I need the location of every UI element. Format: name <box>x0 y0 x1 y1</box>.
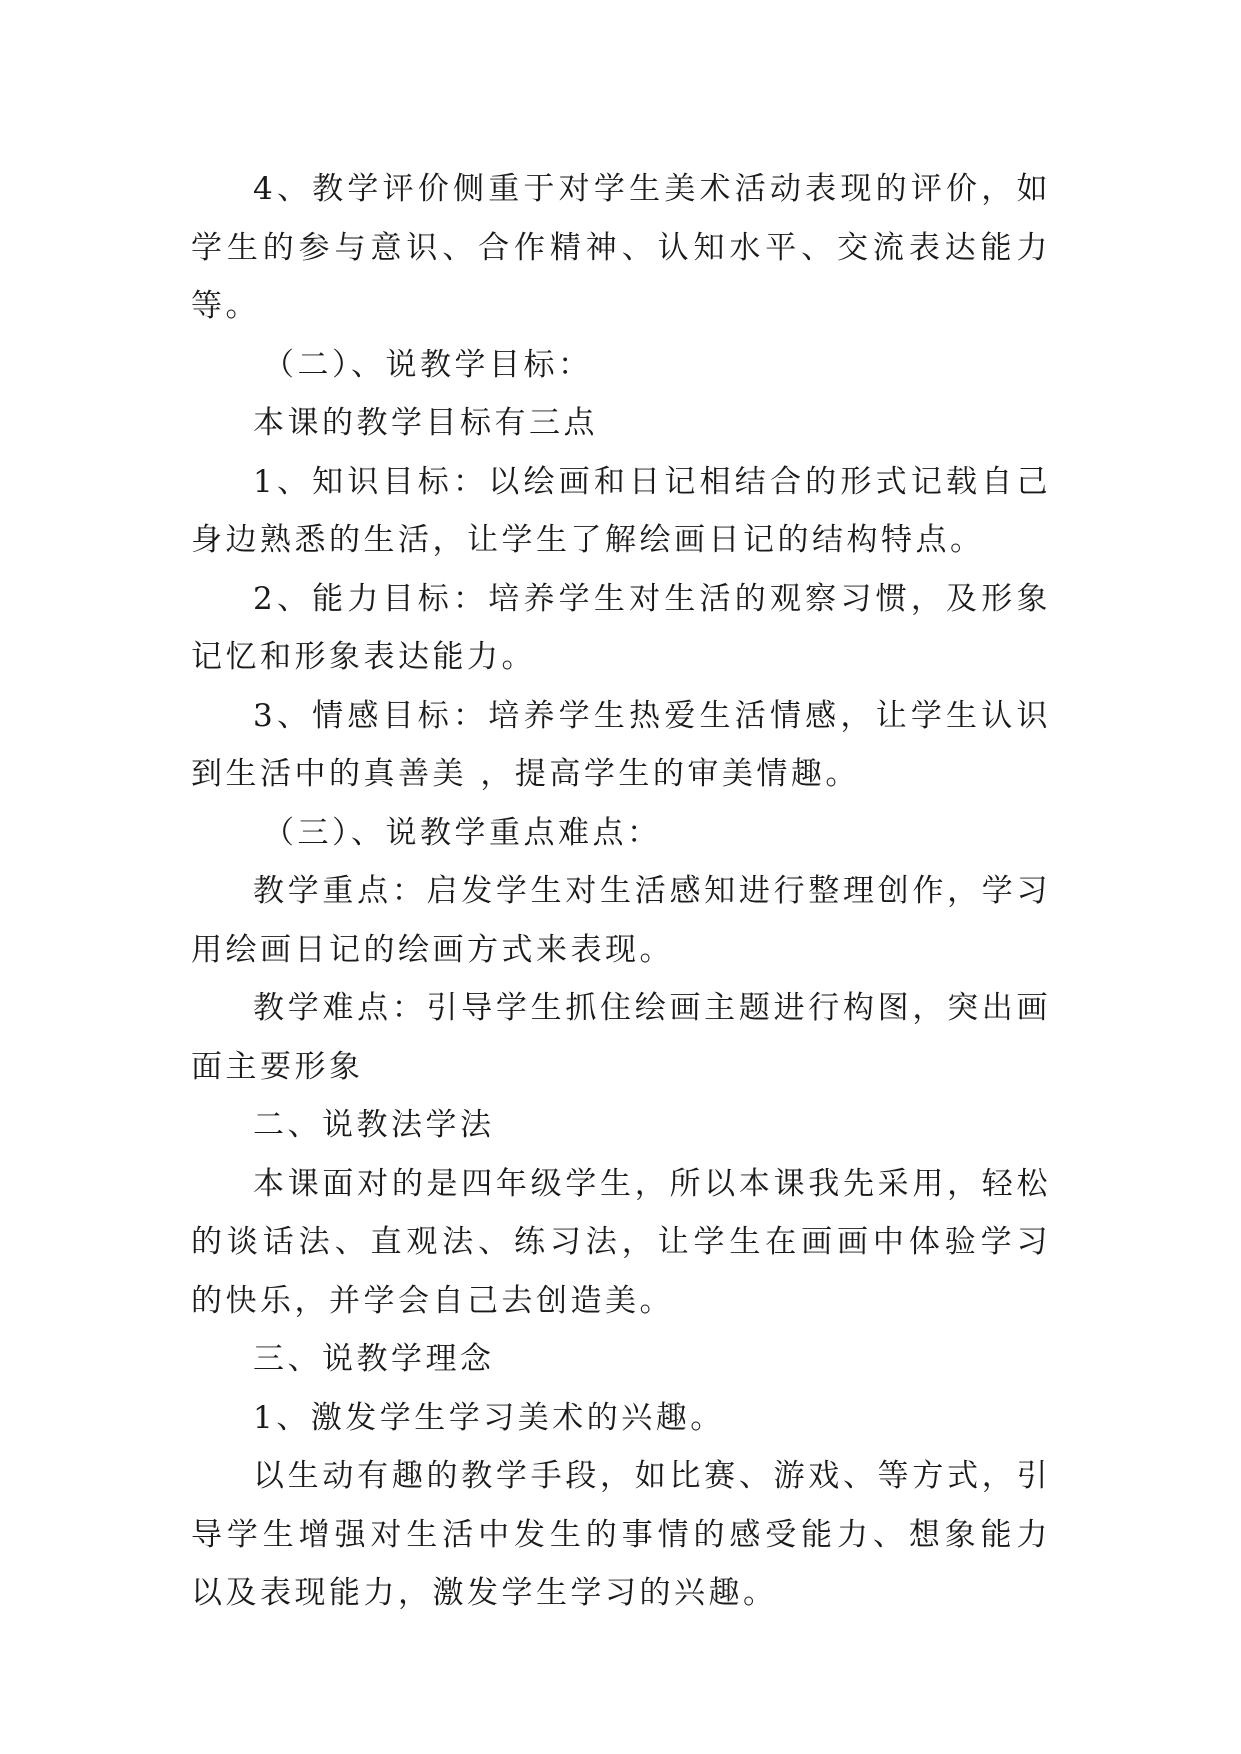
paragraph-methods: 本课面对的是四年级学生，所以本课我先采用，轻松的谈话法、直观法、练习法，让学生在画画中体验学习的快乐，并学会自己去创造美。 <box>191 1165 1051 1319</box>
paragraph-philosophy-detail: 以生动有趣的教学手段，如比赛、游戏、等方式，引导学生增强对生活中发生的事情的感受能力、想象能力以及表现能力，激发学生学习的兴趣。 <box>191 1458 1051 1611</box>
section-heading-methods: 二、说教法学法 <box>253 1107 495 1143</box>
section-heading-philosophy: 三、说教学理念 <box>253 1341 495 1377</box>
section-heading-teaching-goals: （二）、说教学目标： <box>263 346 593 383</box>
paragraph-key-point: 教学重点：启发学生对生活感知进行整理创作，学习用绘画日记的绘画方式来表现。 <box>191 873 1051 968</box>
section-heading-key-points: （三）、说教学重点难点： <box>263 814 662 851</box>
document-body <box>191 160 1051 1623</box>
paragraph-knowledge-goal: 1、知识目标：以绘画和日记相结合的形式记载自己身边熟悉的生活，让学生了解绘画日记的结构特点。 <box>191 463 1051 558</box>
paragraph-philosophy-1: 1、激发学生学习美术的兴趣。 <box>253 1399 725 1436</box>
paragraph-evaluation: 4、教学评价侧重于对学生美术活动表现的评价，如学生的参与意识、合作精神、认知水平、交流表达能力等。 <box>191 171 1051 324</box>
paragraph-emotion-goal: 3、情感目标：培养学生热爱生活情感，让学生认识到生活中的真善美 ，提高学生的审美情趣。 <box>191 697 1051 792</box>
paragraph-goals-intro: 本课的教学目标有三点 <box>253 405 598 441</box>
paragraph-ability-goal: 2、能力目标：培养学生对生活的观察习惯，及形象记忆和形象表达能力。 <box>191 580 1051 675</box>
paragraph-difficult-point: 教学难点：引导学生抓住绘画主题进行构图，突出画面主要形象 <box>191 990 1051 1085</box>
